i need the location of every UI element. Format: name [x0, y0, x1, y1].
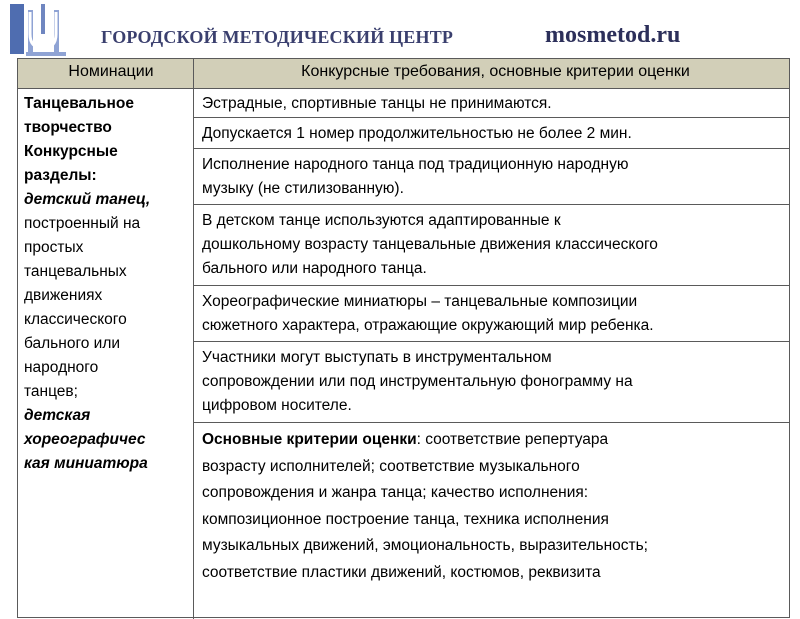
org-title: ГОРОДСКОЙ МЕТОДИЧЕСКИЙ ЦЕНТР [101, 27, 454, 47]
criteria-heading: Основные критерии оценки [202, 431, 417, 448]
nomination-line: бального или [24, 335, 121, 352]
criteria-line: сопровождения и жанра танца; качество исполнения: [202, 484, 589, 501]
requirement-line: Хореографические миниатюры – танцевальные композиции [202, 293, 638, 310]
nomination-line: танцев; [24, 383, 78, 400]
criteria-line [202, 427, 784, 454]
nomination-line: кая миниатюра [24, 455, 148, 472]
requirement-text: Эстрадные, спортивные танцы не принимаются. [202, 95, 552, 112]
requirement-line: сюжетного характера, отражающие окружающий мир ребенка. [202, 317, 654, 334]
requirement-line: Участники могут выступать в инструментальном [202, 349, 552, 366]
requirement-line: дошкольному возрасту танцевальные движения классического [202, 236, 658, 253]
table-header [18, 59, 789, 89]
requirement-text [202, 290, 784, 338]
table-row [194, 149, 789, 205]
criteria-text [202, 427, 784, 586]
criteria-line: возрасту исполнителей; соответствие музыкального [202, 457, 580, 475]
nomination-line: движениях [24, 287, 103, 304]
nomination-line: разделы: [24, 167, 97, 184]
nomination-line: танцевальных [24, 263, 127, 280]
requirement-line: В детском танце используются адаптированные к [202, 212, 561, 229]
criteria-table [17, 58, 790, 618]
criteria-line-tail: : соответствие репертуара [416, 431, 609, 448]
criteria-line: музыкальных движений, эмоциональность, выразительность; [202, 537, 648, 554]
page-header [0, 0, 800, 57]
requirement-line: бального или народного танца. [202, 260, 427, 277]
nomination-line: детский танец, [24, 191, 151, 208]
mosmetod-logo-icon [8, 4, 72, 56]
nomination-cell [24, 92, 190, 476]
table-row [194, 118, 789, 149]
nomination-line: классического [24, 311, 127, 328]
requirement-text [202, 153, 784, 201]
nomination-line: хореографичес [24, 431, 146, 448]
requirement-text: Допускается 1 номер продолжительностью не более 2 мин. [202, 125, 632, 142]
table-row [194, 423, 789, 619]
site-name[interactable]: mosmetod.ru [545, 22, 681, 48]
requirement-line: Исполнение народного танца под традиционную народную [202, 156, 629, 173]
requirement-text [202, 346, 784, 418]
nomination-line: народного [24, 359, 99, 376]
requirement-line: сопровождении или под инструментальную фонограмму на [202, 373, 633, 390]
criteria-line: соответствие пластики движений, костюмов, реквизита [202, 563, 601, 581]
nomination-line: детская [24, 407, 91, 424]
requirement-text [202, 209, 784, 281]
column-header-nominations: Номинации [68, 63, 154, 80]
table-row [194, 205, 789, 286]
table-row [194, 342, 789, 423]
table-row [194, 88, 789, 118]
table-row [194, 286, 789, 342]
column-header-requirements: Конкурсные требования, основные критерии оценки [301, 63, 690, 80]
requirement-line: музыку (не стилизованную). [202, 180, 404, 197]
nomination-line: творчество [24, 119, 112, 136]
nomination-line: простых [24, 239, 84, 256]
nomination-line: Конкурсные [24, 143, 118, 160]
requirement-line: цифровом носителе. [202, 397, 352, 414]
nomination-line: Танцевальное [24, 95, 134, 112]
nomination-line: построенный на [24, 215, 141, 232]
criteria-line: композиционное построение танца, техника исполнения [202, 510, 609, 528]
